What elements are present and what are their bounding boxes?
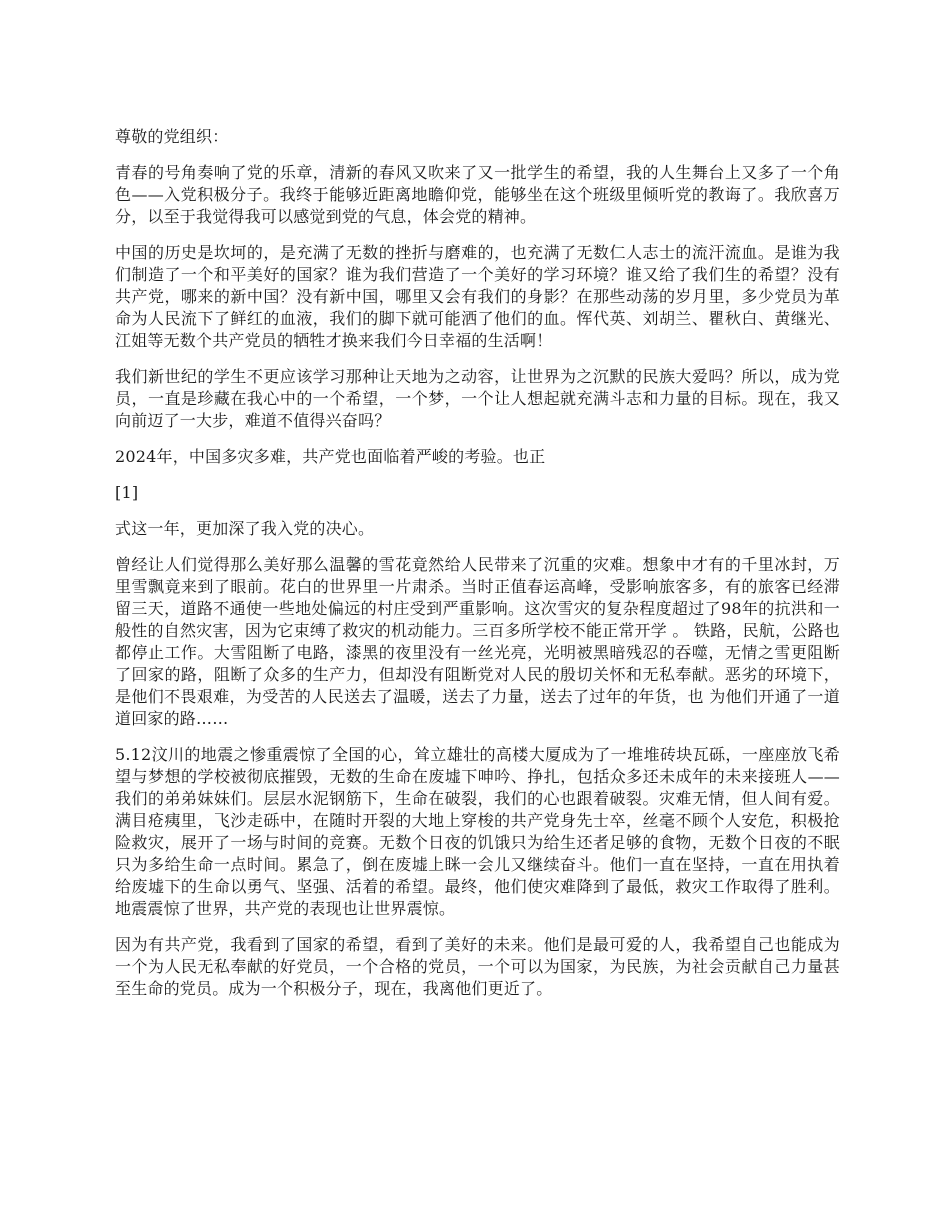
paragraph-4: 2024年，中国多灾多难，共产党也面临着严峻的考验。也正	[115, 447, 546, 466]
paragraph-5: 式这一年，更加深了我入党的决心。	[115, 519, 375, 538]
salutation: 尊敬的党组织：	[115, 127, 229, 146]
document-body	[115, 126, 840, 1014]
paragraph-1: 青春的号角奏响了党的乐章，清新的春风又吹来了又一批学生的希望，我的人生舞台上又多了一个角色——入党积极分子。我终于能够近距离地瞻仰党，能够坐在这个班级里倾听党的教诲了。我欣喜万分，以至于我觉得我可以感觉到党的气息，体会党的精神。	[115, 163, 840, 226]
paragraph-3: 我们新世纪的学生不更应该学习那种让天地为之动容，让世界为之沉默的民族大爱吗？所以，成为党员，一直是珍藏在我心中的一个希望，一个梦，一个让人想起就充满斗志和力量的目标。现在，我又向前迈了一大步，难道不值得兴奋吗？	[115, 367, 840, 430]
paragraph-6: 曾经让人们觉得那么美好那么温馨的雪花竟然给人民带来了沉重的灾难。想象中才有的千里冰封，万里雪飘竟来到了眼前。花白的世界里一片肃杀。当时正值春运高峰，受影响旅客多，有的旅客已经滞留三天，道路不通使一些地处偏远的村庄受到严重影响。这次雪灾的复杂程度超过了98年的抗洪和一般性的自然灾害，因为它束缚了救灾的机动能力。三百多所学校不能正常开学 。 铁路，民航，公路也都停止工作。大雪阻断了电路，漆黑的夜里没有一丝光亮，光明被黑暗残忍的吞噬，无情之雪更阻断了回家的路，阻断了众多的生产力，但却没有阻断党对人民的殷切关怀和无私奉献。恶劣的环境下，是他们不畏艰难，为受苦的人民送去了温暖，送去了力量，送去了过年的年货，也 为他们开通了一道道回家的路……	[115, 555, 840, 728]
paragraph-8: 因为有共产党，我看到了国家的希望，看到了美好的未来。他们是最可爱的人，我希望自己也能成为一个为人民无私奉献的好党员，一个合格的党员，一个可以为国家，为民族，为社会贡献自己力量甚至生命的党员。成为一个积极分子，现在，我离他们更近了。	[115, 935, 840, 998]
paragraph-2: 中国的历史是坎坷的，是充满了无数的挫折与磨难的，也充满了无数仁人志士的流汗流血。是谁为我们制造了一个和平美好的国家？谁为我们营造了一个美好的学习环境？谁又给了我们生的希望？没有共产党，哪来的新中国？没有新中国，哪里又会有我们的身影？在那些动荡的岁月里，多少党员为革命为人民流下了鲜红的血液，我们的脚下就可能洒了他们的血。恽代英、刘胡兰、瞿秋白、黄继光、江姐等无数个共产党员的牺牲才换来我们今日幸福的生活啊！	[115, 243, 840, 350]
footnote-marker: [1]	[115, 483, 139, 502]
paragraph-7: 5.12汶川的地震之惨重震惊了全国的心，耸立雄壮的高楼大厦成为了一堆堆砖块瓦砾，一座座放飞希望与梦想的学校被彻底摧毁，无数的生命在废墟下呻吟、挣扎，包括众多还未成年的未来接班人——我们的弟弟妹妹们。层层水泥钢筋下，生命在破裂，我们的心也跟着破裂。灾难无情，但人间有爱。满目疮痍里，飞沙走砾中，在随时开裂的大地上穿梭的共产党身先士卒，丝毫不顾个人安危，积极抢险救灾，展开了一场与时间的竞赛。无数个日夜的饥饿只为给生还者足够的食物，无数个日夜的不眠只为多给生命一点时间。累急了，倒在废墟上眯一会儿又继续奋斗。他们一直在坚持，一直在用执着给废墟下的生命以勇气、坚强、活着的希望。最终，他们使灾难降到了最低，救灾工作取得了胜利。地震震惊了世界，共产党的表现也让世界震惊。	[115, 745, 840, 918]
